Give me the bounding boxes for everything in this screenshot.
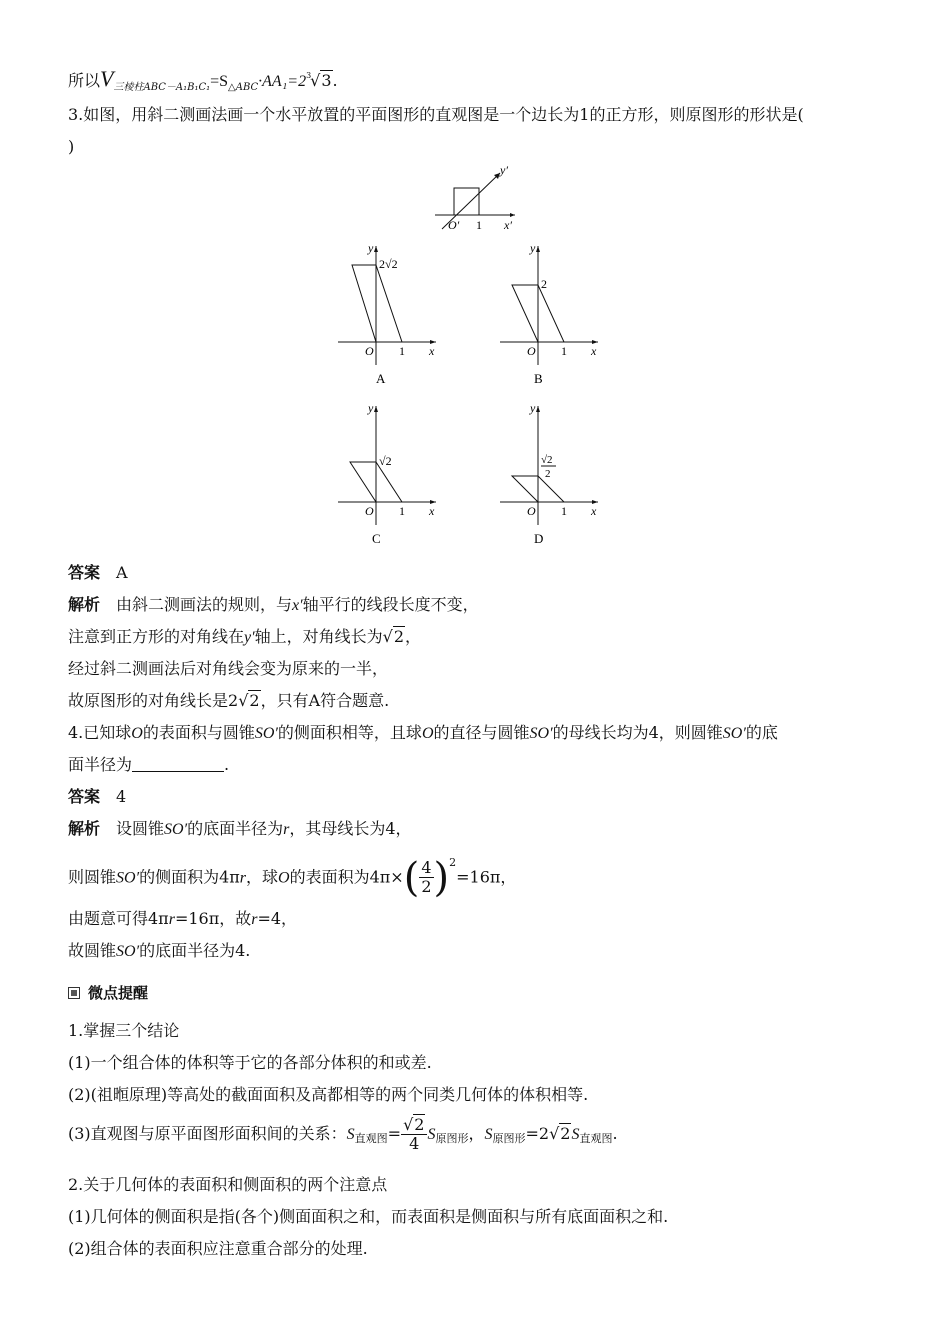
x-axis-label: x (591, 504, 597, 518)
var: S (427, 1126, 436, 1143)
text: 2.关于几何体的表面积和侧面积的两个注意点 (68, 1175, 388, 1194)
var: SO′ (116, 869, 140, 887)
var: SO′ (529, 725, 553, 742)
text: . (612, 1124, 618, 1143)
question-3-line2 (68, 136, 74, 158)
text: (2)(祖暅原理)等高处的截面面积及高都相等的两个同类几何体的体积相等. (68, 1085, 589, 1104)
text: (1)一个组合体的体积等于它的各部分体积的和或差. (68, 1053, 432, 1072)
sqrt: √2 (549, 1124, 571, 1143)
question-3-line1 (68, 104, 804, 126)
solution-label: 解析 (68, 595, 101, 614)
tips-p1 (68, 1052, 432, 1074)
text: ， (468, 1124, 485, 1143)
var: S (484, 1126, 493, 1143)
var: SO′ (254, 725, 278, 742)
text: 故原图形的对角线长是2 (68, 691, 239, 710)
text: 由题意可得4π (68, 909, 169, 928)
y-axis-label: y (368, 401, 374, 415)
x-axis-label: x (429, 344, 435, 358)
radicand: 2 (393, 627, 405, 646)
answer-3 (68, 562, 128, 584)
right-paren: ) (433, 854, 450, 901)
text: 则圆锥 (68, 867, 117, 887)
origin-label: O (365, 504, 374, 518)
fraction (401, 1116, 427, 1153)
origin-label: O (527, 344, 536, 358)
one-label: 1 (561, 504, 567, 518)
tips-p5 (68, 1238, 368, 1260)
x-axis-label: x (429, 504, 435, 518)
tips-h2 (68, 1174, 387, 1196)
option-label: C (372, 531, 381, 546)
text: = (387, 1124, 402, 1143)
text: ， (405, 627, 422, 646)
value-label: √2 (379, 454, 392, 468)
solution-4-line2 (68, 848, 516, 903)
subscript: 直观图 (354, 1132, 388, 1145)
text: 轴上，对角线长为 (254, 627, 383, 646)
text: . (332, 71, 338, 90)
var: O (131, 725, 143, 742)
text: 的表面积与圆锥 (142, 723, 255, 742)
text: 1.掌握三个结论 (68, 1021, 180, 1040)
origin-label: O (365, 344, 374, 358)
section-icon (68, 987, 80, 999)
text: =16π， (456, 867, 517, 887)
answer-value: A (116, 563, 128, 582)
origin-label: O′ (448, 218, 460, 232)
subscript: 三棱柱ABC－A₁B₁C₁ (113, 82, 211, 93)
answer-blank[interactable] (132, 757, 224, 772)
one-label: 1 (399, 344, 405, 358)
one-label: 1 (476, 218, 482, 232)
var: SO′ (722, 725, 746, 742)
var: SO′ (164, 821, 188, 838)
radicand: 2 (560, 1124, 571, 1143)
numerator: √2 (401, 1116, 427, 1135)
y-axis-label: y (530, 401, 536, 415)
var: O (421, 725, 434, 742)
var: S (571, 1126, 580, 1143)
tips-p4 (68, 1206, 668, 1228)
value-numerator: √2 (541, 454, 553, 466)
question-4-line2 (68, 754, 229, 776)
option-b-figure (500, 240, 610, 390)
section-title: 微点提醒 (88, 984, 149, 1002)
tips-p2 (68, 1084, 588, 1106)
origin-label: O (527, 504, 536, 518)
var: x′ (292, 597, 303, 614)
exponent: 2 (449, 856, 457, 869)
var: r (168, 911, 175, 928)
var: r (239, 869, 247, 887)
left-paren: ( (403, 854, 420, 901)
text: 的底面半径为4. (139, 941, 251, 960)
value-label: 2√2 (379, 257, 398, 271)
answer-4 (68, 786, 126, 808)
solution-4-line1 (68, 818, 412, 841)
sqrt: √2 (238, 691, 260, 710)
text: =4， (257, 909, 298, 928)
subscript: △ABC (228, 82, 259, 93)
radicand: 2 (414, 1115, 425, 1134)
text: 故圆锥 (68, 941, 117, 960)
value-denominator: 2 (545, 468, 551, 480)
denominator: 4 (409, 1134, 420, 1153)
text: =S (210, 73, 229, 90)
solution-3-line3 (68, 658, 388, 680)
one-label: 1 (561, 344, 567, 358)
text: =16π，故 (174, 909, 252, 928)
solution-3-line2 (68, 626, 421, 649)
text: 的直径与圆锥 (433, 723, 530, 742)
solution-3-line4 (68, 690, 389, 712)
intuitive-diagram (430, 160, 530, 235)
radicand: 3 (321, 71, 332, 90)
subscript: 原图形 (492, 1132, 526, 1145)
tips-h1 (68, 1020, 179, 1042)
var: r (283, 821, 290, 838)
option-d-figure (500, 400, 610, 550)
text: 的侧面积相等，且球 (277, 723, 422, 742)
x-axis-label: x′ (504, 218, 512, 232)
text: 的母线长均为4，则圆锥 (552, 723, 723, 742)
option-a-figure (338, 240, 448, 390)
text: . (224, 755, 230, 774)
value-label: 2 (541, 277, 547, 291)
fraction (419, 859, 433, 896)
volume-symbol: V (100, 66, 114, 91)
var: r (251, 911, 258, 928)
text: 经过斜二测画法后对角线会变为原来的一半， (68, 659, 389, 678)
y-axis-label: y (368, 241, 374, 255)
question-4-line1 (68, 722, 778, 745)
option-label: B (534, 371, 543, 386)
option-label: D (534, 531, 544, 546)
volume-result-line (68, 68, 338, 99)
cube-root: $^3$√3 (306, 71, 332, 90)
text: 轴平行的线段长度不变， (302, 595, 479, 614)
var: SO′ (116, 943, 140, 960)
text: 面半径为 (68, 755, 133, 774)
answer-value: 4 (116, 787, 127, 806)
tips-heading (68, 982, 148, 1004)
text: 设圆锥 (116, 819, 165, 838)
sqrt: √2 (382, 627, 405, 646)
var: O (278, 869, 290, 887)
tips-p3 (68, 1112, 618, 1161)
text: 由斜二测画法的规则，与 (116, 595, 293, 614)
text: ，只有A符合题意. (260, 691, 390, 710)
text: ，球 (246, 867, 279, 887)
text: 注意到正方形的对角线在 (68, 627, 245, 646)
text: (2)组合体的表面积应注意重合部分的处理. (68, 1239, 368, 1258)
one-label: 1 (399, 504, 405, 518)
subscript: 直观图 (579, 1132, 613, 1145)
question-text: ) (68, 137, 75, 156)
option-label: A (376, 371, 386, 386)
text: 的底 (745, 723, 778, 742)
option-c-figure (338, 400, 448, 550)
text: (1)几何体的侧面积是指(各个)侧面面积之和，而表面积是侧面积与所有底面面积之和. (68, 1207, 669, 1226)
solution-4-line4 (68, 940, 250, 963)
y-axis-label: y′ (500, 163, 508, 177)
subscript: 原图形 (435, 1132, 469, 1145)
text: ，其母线长为4， (289, 819, 412, 838)
text: 的底面半径为 (187, 819, 284, 838)
text: 4.已知球 (68, 723, 132, 742)
denominator: 2 (421, 877, 432, 897)
solution-3-line1 (68, 594, 479, 617)
radicand: 2 (249, 691, 260, 710)
answer-label: 答案 (68, 787, 101, 806)
solution-label: 解析 (68, 819, 101, 838)
text: (3)直观图与原平面图形面积间的关系： (68, 1124, 347, 1143)
solution-4-line3 (68, 908, 297, 931)
x-axis-label: x (591, 344, 597, 358)
text: 的表面积为4π× (289, 867, 404, 887)
var: y′ (244, 629, 255, 646)
question-text: 3.如图，用斜二测画法画一个水平放置的平面图形的直观图是一个边长为1的正方形，则原图形的形状是( (68, 105, 804, 124)
text: 所以 (68, 71, 101, 90)
text: ·AA₁=2 (258, 73, 307, 90)
numerator: 4 (421, 858, 432, 878)
var: S (346, 1126, 355, 1143)
text: =2 (525, 1124, 550, 1143)
text: 的侧面积为4π (139, 867, 240, 887)
y-axis-label: y (530, 241, 536, 255)
answer-label: 答案 (68, 563, 101, 582)
